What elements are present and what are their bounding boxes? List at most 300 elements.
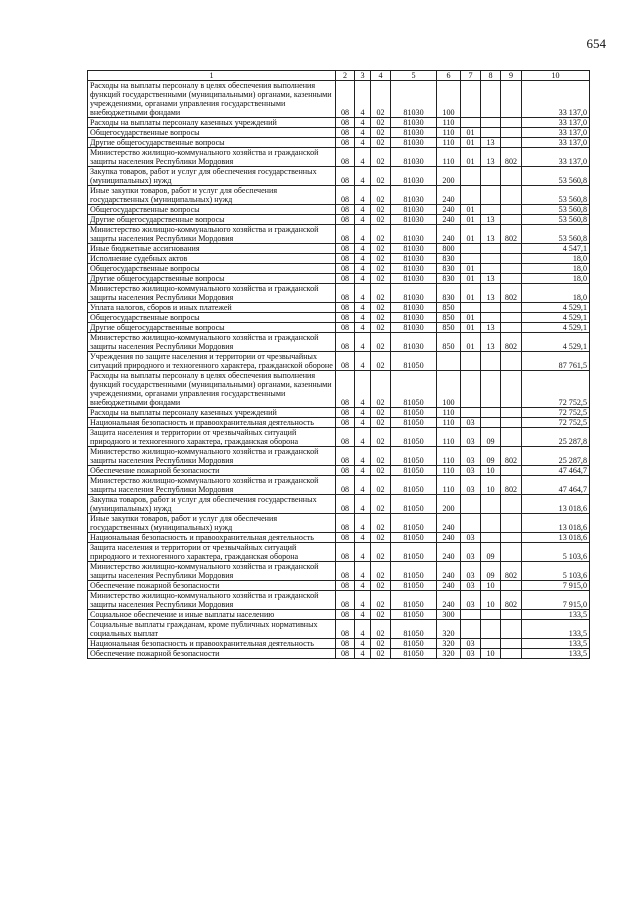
table-row [88,313,590,323]
target-code: 81050 [391,620,437,639]
row-name: Исполнение судебных актов [88,254,336,264]
table-row [88,205,590,215]
expense-type-code: 240 [437,215,461,225]
subsection-code: 4 [355,274,371,284]
subsection-code: 4 [355,323,371,333]
table-row [88,128,590,138]
target-code: 81050 [391,428,437,447]
division-code: 03 [461,447,481,466]
subdivision-code [481,533,501,543]
column-header: 6 [437,71,461,81]
subsection-code: 4 [355,562,371,581]
program-code: 02 [371,81,391,118]
subsection-code: 4 [355,418,371,428]
section-code: 08 [336,333,355,352]
subsection-code: 4 [355,118,371,128]
target-code: 81050 [391,639,437,649]
table-row [88,620,590,639]
row-name: Другие общегосударственные вопросы [88,138,336,148]
expense-type-code: 830 [437,264,461,274]
target-code: 81030 [391,215,437,225]
division-code [461,186,481,205]
row-amount: 4 529,1 [522,323,590,333]
row-amount: 33 137,0 [522,138,590,148]
program-code: 02 [371,466,391,476]
program-code: 02 [371,418,391,428]
table-row [88,264,590,274]
table-row [88,81,590,118]
target-code: 81050 [391,581,437,591]
expense-type-code: 110 [437,128,461,138]
table-row [88,244,590,254]
target-code: 81050 [391,562,437,581]
subdivision-code [481,244,501,254]
subsection-code: 4 [355,476,371,495]
program-code: 02 [371,313,391,323]
target-code: 81030 [391,313,437,323]
program-code: 02 [371,186,391,205]
subsection-code: 4 [355,447,371,466]
row-amount: 133,5 [522,610,590,620]
row-name: Общегосударственные вопросы [88,128,336,138]
division-code [461,371,481,408]
division-code: 03 [461,533,481,543]
subdivision-code [481,264,501,274]
division-code [461,352,481,371]
table-row [88,371,590,408]
expense-type-code [437,352,461,371]
program-code: 02 [371,476,391,495]
table-row [88,533,590,543]
target-code: 81030 [391,118,437,128]
program-code: 02 [371,610,391,620]
section-code: 08 [336,148,355,167]
section-code: 08 [336,649,355,659]
row-name: Министерство жилищно-коммунального хозяйства и гражданской защиты населения Республики Мордовия [88,562,336,581]
row-amount: 18,0 [522,274,590,284]
subsection-code: 4 [355,620,371,639]
row-amount: 33 137,0 [522,81,590,118]
table-row [88,495,590,514]
target-code: 81030 [391,138,437,148]
budget-table [87,70,590,659]
table-row [88,447,590,466]
ministry-code [501,167,522,186]
row-amount: 4 529,1 [522,333,590,352]
expense-type-code: 240 [437,533,461,543]
subsection-code: 4 [355,138,371,148]
subdivision-code: 10 [481,466,501,476]
row-name: Другие общегосударственные вопросы [88,274,336,284]
row-amount: 4 547,1 [522,244,590,254]
expense-type-code: 800 [437,244,461,254]
section-code: 08 [336,581,355,591]
expense-type-code: 320 [437,620,461,639]
table-row [88,167,590,186]
ministry-code: 802 [501,148,522,167]
column-header: 9 [501,71,522,81]
subdivision-code: 13 [481,138,501,148]
expense-type-code: 850 [437,303,461,313]
row-amount: 72 752,5 [522,418,590,428]
row-name: Социальное обеспечение и иные выплаты населению [88,610,336,620]
row-name: Расходы на выплаты персоналу в целях обеспечения выполнения функций государственными (муниципальными) органами, казенными учреждениями, органами управления государственными внебюджетными фондами [88,371,336,408]
section-code: 08 [336,254,355,264]
ministry-code: 802 [501,284,522,303]
division-code [461,244,481,254]
ministry-code [501,495,522,514]
division-code: 01 [461,215,481,225]
expense-type-code: 240 [437,225,461,244]
section-code: 08 [336,313,355,323]
row-amount: 72 752,5 [522,408,590,418]
subdivision-code: 13 [481,274,501,284]
division-code: 01 [461,264,481,274]
subdivision-code [481,128,501,138]
row-name: Министерство жилищно-коммунального хозяйства и гражданской защиты населения Республики Мордовия [88,225,336,244]
table-row [88,323,590,333]
subsection-code: 4 [355,225,371,244]
subdivision-code: 09 [481,428,501,447]
ministry-code [501,303,522,313]
row-name: Министерство жилищно-коммунального хозяйства и гражданской защиты населения Республики Мордовия [88,284,336,303]
expense-type-code: 830 [437,274,461,284]
expense-type-code: 830 [437,254,461,264]
expense-type-code: 110 [437,418,461,428]
program-code: 02 [371,167,391,186]
subsection-code: 4 [355,514,371,533]
column-header: 7 [461,71,481,81]
ministry-code [501,205,522,215]
division-code [461,495,481,514]
division-code [461,303,481,313]
section-code: 08 [336,244,355,254]
section-code: 08 [336,514,355,533]
program-code: 02 [371,562,391,581]
expense-type-code: 240 [437,543,461,562]
ministry-code [501,466,522,476]
subsection-code: 4 [355,215,371,225]
division-code: 01 [461,138,481,148]
expense-type-code: 850 [437,313,461,323]
row-name: Иные закупки товаров, работ и услуг для обеспечения государственных (муниципальных) нужд [88,514,336,533]
table-row [88,591,590,610]
subdivision-code [481,352,501,371]
subsection-code: 4 [355,428,371,447]
subsection-code: 4 [355,313,371,323]
division-code: 03 [461,562,481,581]
table-row [88,428,590,447]
division-code [461,514,481,533]
ministry-code [501,264,522,274]
division-code: 03 [461,639,481,649]
expense-type-code: 240 [437,186,461,205]
subsection-code: 4 [355,649,371,659]
expense-type-code: 240 [437,514,461,533]
expense-type-code: 240 [437,562,461,581]
target-code: 81050 [391,495,437,514]
program-code: 02 [371,514,391,533]
subdivision-code [481,118,501,128]
section-code: 08 [336,466,355,476]
section-code: 08 [336,274,355,284]
table-row [88,333,590,352]
ministry-code [501,254,522,264]
row-name: Социальные выплаты гражданам, кроме публичных нормативных социальных выплат [88,620,336,639]
target-code: 81050 [391,408,437,418]
row-name: Министерство жилищно-коммунального хозяйства и гражданской защиты населения Республики Мордовия [88,476,336,495]
section-code: 08 [336,186,355,205]
row-amount: 13 018,6 [522,533,590,543]
table-row [88,543,590,562]
row-amount: 18,0 [522,264,590,274]
subsection-code: 4 [355,264,371,274]
target-code: 81030 [391,264,437,274]
header-row [88,71,590,81]
program-code: 02 [371,205,391,215]
row-amount: 72 752,5 [522,371,590,408]
target-code: 81050 [391,649,437,659]
row-name: Министерство жилищно-коммунального хозяйства и гражданской защиты населения Республики Мордовия [88,591,336,610]
division-code: 03 [461,649,481,659]
division-code: 01 [461,148,481,167]
target-code: 81030 [391,323,437,333]
row-name: Расходы на выплаты персоналу казенных учреждений [88,118,336,128]
program-code: 02 [371,264,391,274]
target-code: 81030 [391,205,437,215]
subdivision-code [481,167,501,186]
row-name: Обеспечение пожарной безопасности [88,466,336,476]
program-code: 02 [371,495,391,514]
program-code: 02 [371,581,391,591]
division-code [461,118,481,128]
row-amount: 133,5 [522,639,590,649]
section-code: 08 [336,371,355,408]
subsection-code: 4 [355,495,371,514]
column-header: 3 [355,71,371,81]
division-code [461,81,481,118]
table-row [88,581,590,591]
table-row [88,284,590,303]
subdivision-code: 13 [481,148,501,167]
subsection-code: 4 [355,591,371,610]
row-amount: 4 529,1 [522,313,590,323]
row-name: Закупка товаров, работ и услуг для обеспечения государственных (муниципальных) нужд [88,495,336,514]
section-code: 08 [336,418,355,428]
program-code: 02 [371,148,391,167]
subsection-code: 4 [355,254,371,264]
row-amount: 5 103,6 [522,543,590,562]
subdivision-code [481,254,501,264]
ministry-code [501,620,522,639]
subdivision-code [481,610,501,620]
section-code: 08 [336,323,355,333]
row-name: Расходы на выплаты персоналу казенных учреждений [88,408,336,418]
program-code: 02 [371,274,391,284]
program-code: 02 [371,371,391,408]
expense-type-code: 240 [437,581,461,591]
target-code: 81050 [391,533,437,543]
program-code: 02 [371,352,391,371]
subdivision-code [481,81,501,118]
ministry-code [501,371,522,408]
subdivision-code [481,408,501,418]
program-code: 02 [371,428,391,447]
program-code: 02 [371,118,391,128]
target-code: 81030 [391,167,437,186]
expense-type-code: 240 [437,205,461,215]
ministry-code [501,118,522,128]
row-amount: 4 529,1 [522,303,590,313]
subdivision-code [481,186,501,205]
ministry-code [501,323,522,333]
section-code: 08 [336,495,355,514]
program-code: 02 [371,254,391,264]
program-code: 02 [371,639,391,649]
program-code: 02 [371,244,391,254]
expense-type-code: 110 [437,408,461,418]
section-code: 08 [336,639,355,649]
ministry-code [501,610,522,620]
column-header: 2 [336,71,355,81]
target-code: 81050 [391,466,437,476]
ministry-code [501,649,522,659]
subdivision-code: 10 [481,581,501,591]
subdivision-code [481,313,501,323]
row-name: Другие общегосударственные вопросы [88,323,336,333]
section-code: 08 [336,610,355,620]
subsection-code: 4 [355,333,371,352]
section-code: 08 [336,215,355,225]
section-code: 08 [336,476,355,495]
ministry-code: 802 [501,562,522,581]
expense-type-code: 200 [437,167,461,186]
program-code: 02 [371,649,391,659]
expense-type-code: 320 [437,639,461,649]
target-code: 81030 [391,225,437,244]
row-amount: 7 915,0 [522,591,590,610]
program-code: 02 [371,138,391,148]
subsection-code: 4 [355,408,371,418]
subdivision-code: 09 [481,447,501,466]
row-name: Расходы на выплаты персоналу в целях обеспечения выполнения функций государственными (муниципальными) органами, казенными учреждениями, органами управления государственными внебюджетными фондами [88,81,336,118]
ministry-code [501,514,522,533]
ministry-code [501,581,522,591]
row-name: Общегосударственные вопросы [88,313,336,323]
subdivision-code: 13 [481,284,501,303]
section-code: 08 [336,352,355,371]
expense-type-code: 850 [437,323,461,333]
division-code: 03 [461,428,481,447]
row-amount: 33 137,0 [522,128,590,138]
table-row [88,408,590,418]
row-amount: 13 018,6 [522,514,590,533]
division-code: 03 [461,543,481,562]
subdivision-code [481,371,501,408]
subdivision-code [481,205,501,215]
row-amount: 33 137,0 [522,148,590,167]
row-name: Иные бюджетные ассигнования [88,244,336,254]
ministry-code [501,428,522,447]
table-row [88,303,590,313]
target-code: 81030 [391,128,437,138]
row-amount: 53 560,8 [522,205,590,215]
table-row [88,225,590,244]
subsection-code: 4 [355,581,371,591]
section-code: 08 [336,562,355,581]
row-name: Уплата налогов, сборов и иных платежей [88,303,336,313]
ministry-code: 802 [501,447,522,466]
row-name: Обеспечение пожарной безопасности [88,581,336,591]
division-code [461,254,481,264]
section-code: 08 [336,284,355,303]
target-code: 81050 [391,476,437,495]
division-code: 01 [461,274,481,284]
expense-type-code: 110 [437,428,461,447]
column-header: 10 [522,71,590,81]
expense-type-code: 110 [437,118,461,128]
target-code: 81030 [391,148,437,167]
program-code: 02 [371,447,391,466]
ministry-code [501,215,522,225]
subsection-code: 4 [355,352,371,371]
row-amount: 53 560,8 [522,215,590,225]
ministry-code [501,408,522,418]
division-code: 01 [461,323,481,333]
ministry-code [501,81,522,118]
division-code: 01 [461,313,481,323]
target-code: 81050 [391,591,437,610]
division-code [461,167,481,186]
subdivision-code [481,514,501,533]
row-name: Национальная безопасность и правоохранительная деятельность [88,418,336,428]
section-code: 08 [336,447,355,466]
expense-type-code: 830 [437,284,461,303]
program-code: 02 [371,591,391,610]
ministry-code [501,138,522,148]
target-code: 81030 [391,333,437,352]
expense-type-code: 320 [437,649,461,659]
expense-type-code: 110 [437,476,461,495]
ministry-code [501,313,522,323]
row-name: Учреждения по защите населения и территории от чрезвычайных ситуаций природного и техногенного характера, гражданской обороне [88,352,336,371]
target-code: 81030 [391,274,437,284]
target-code: 81050 [391,610,437,620]
row-name: Защита населения и территории от чрезвычайных ситуаций природного и техногенного характера, гражданская оборона [88,543,336,562]
subsection-code: 4 [355,610,371,620]
row-name: Национальная безопасность и правоохранительная деятельность [88,639,336,649]
table-row [88,148,590,167]
target-code: 81050 [391,447,437,466]
subdivision-code: 10 [481,591,501,610]
subsection-code: 4 [355,167,371,186]
division-code: 03 [461,466,481,476]
row-amount: 53 560,8 [522,225,590,244]
row-amount: 87 761,5 [522,352,590,371]
expense-type-code: 850 [437,333,461,352]
subdivision-code [481,620,501,639]
row-name: Министерство жилищно-коммунального хозяйства и гражданской защиты населения Республики Мордовия [88,333,336,352]
section-code: 08 [336,81,355,118]
section-code: 08 [336,128,355,138]
page-number: 654 [586,36,606,51]
subsection-code: 4 [355,533,371,543]
section-code: 08 [336,138,355,148]
row-amount: 53 560,8 [522,186,590,205]
subsection-code: 4 [355,244,371,254]
expense-type-code: 110 [437,466,461,476]
ministry-code [501,128,522,138]
